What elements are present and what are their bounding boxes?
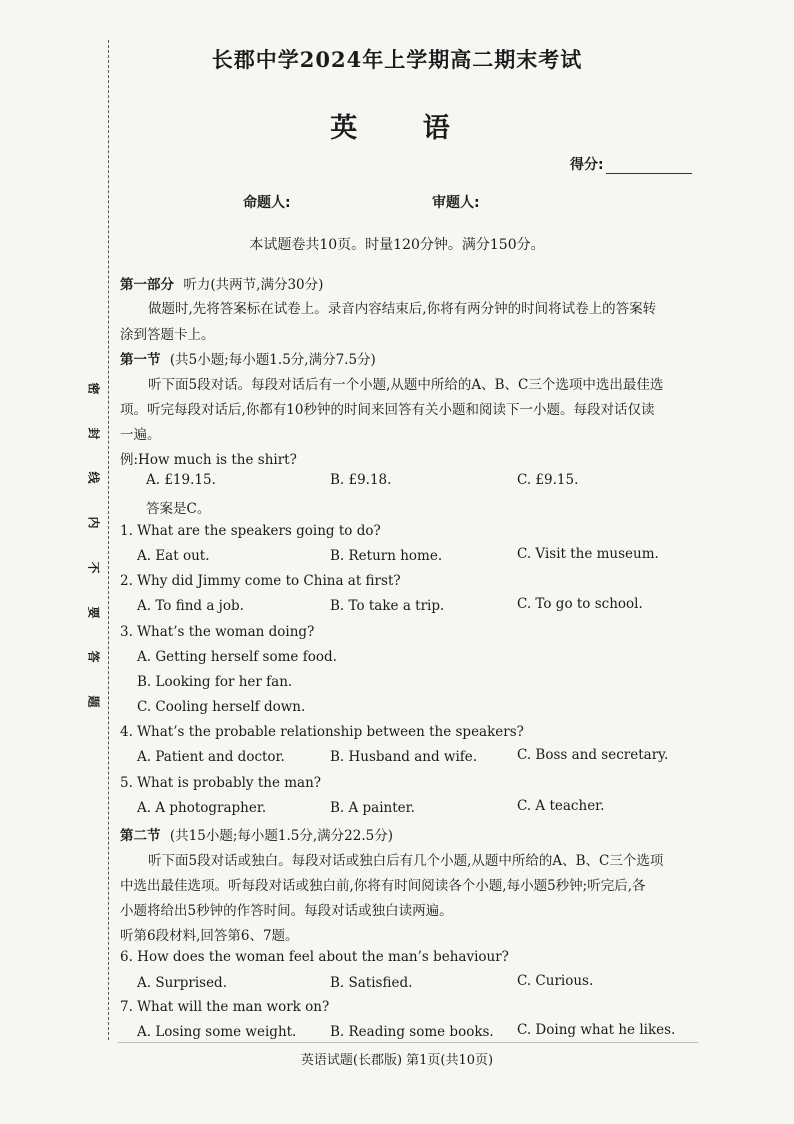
section1-title: 第一节 xyxy=(120,352,161,368)
q5-option-b: B. A painter. xyxy=(330,800,415,816)
q3-option-a: A. Getting herself some food. xyxy=(137,649,337,665)
example-option-a: A. £19.15. xyxy=(146,472,216,488)
section1-intro-line: 听下面5段对话。每段对话后有一个小题,从题中所给的A、B、C三个选项中选出最佳选 xyxy=(148,377,664,393)
q2-option-b: B. To take a trip. xyxy=(330,598,445,614)
q2-option-c: C. To go to school. xyxy=(517,596,643,612)
binding-char: 内 xyxy=(86,516,101,529)
q1-option-b: B. Return home. xyxy=(330,548,443,564)
subject-title: 英 语 xyxy=(330,113,478,144)
binding-char: 题 xyxy=(86,695,101,708)
proposer-label: 命题人: xyxy=(243,195,291,211)
q5-option-c: C. A teacher. xyxy=(517,798,605,814)
q7-option-a: A. Losing some weight. xyxy=(137,1024,297,1040)
q3-option-c: C. Cooling herself down. xyxy=(137,699,306,715)
material-6-note: 听第6段材料,回答第6、7题。 xyxy=(120,928,299,944)
binding-char: 密 xyxy=(86,382,101,395)
example-option-b: B. £9.18. xyxy=(330,472,392,488)
exam-title: 长郡中学2024年上学期高二期末考试 xyxy=(211,47,583,72)
binding-char: 封 xyxy=(86,427,101,440)
q6-option-c: C. Curious. xyxy=(517,973,594,989)
section1-heading xyxy=(120,348,376,368)
footer-divider xyxy=(118,1042,698,1043)
part1-title: 第一部分 xyxy=(120,277,174,293)
question-3: 3. What’s the woman doing? xyxy=(120,624,315,640)
binding-char: 不 xyxy=(86,561,101,574)
question-6: 6. How does the woman feel about the man’s behaviour? xyxy=(120,949,509,965)
section2-subtitle: (共15小题;每小题1.5分,满分22.5分) xyxy=(169,828,393,844)
binding-warning xyxy=(84,380,104,710)
section1-intro-line: 一遍。 xyxy=(120,427,161,443)
reviewer-label: 审题人: xyxy=(432,195,480,211)
question-2: 2. Why did Jimmy come to China at first? xyxy=(120,573,401,589)
example-answer: 答案是C。 xyxy=(146,501,211,517)
q1-option-c: C. Visit the museum. xyxy=(517,546,659,562)
score-blank[interactable] xyxy=(606,159,692,174)
q7-option-c: C. Doing what he likes. xyxy=(517,1022,676,1038)
question-4: 4. What’s the probable relationship between the speakers? xyxy=(120,724,524,740)
q1-option-a: A. Eat out. xyxy=(137,548,210,564)
q5-option-a: A. A photographer. xyxy=(137,800,267,816)
section2-intro-line: 中选出最佳选项。听每段对话或独白前,你将有时间阅读各个小题,每小题5秒钟;听完后,各 xyxy=(120,878,646,894)
q4-option-b: B. Husband and wife. xyxy=(330,749,478,765)
binding-char: 答 xyxy=(86,650,101,663)
page-footer: 英语试题(长郡版) 第1页(共10页) xyxy=(300,1053,494,1068)
section2-intro-line: 听下面5段对话或独白。每段对话或独白后有几个小题,从题中所给的A、B、C三个选项 xyxy=(148,853,664,869)
section2-title: 第二节 xyxy=(120,828,161,844)
q6-option-b: B. Satisfied. xyxy=(330,975,413,991)
q4-option-c: C. Boss and secretary. xyxy=(517,747,669,763)
score-field[interactable] xyxy=(570,154,692,174)
section1-intro-line: 项。听完每段对话后,你都有10秒钟的时间来回答有关小题和阅读下一小题。每段对话仅读 xyxy=(120,402,655,418)
binding-char: 线 xyxy=(86,471,101,484)
q4-option-a: A. Patient and doctor. xyxy=(137,749,285,765)
section1-subtitle: (共5小题;每小题1.5分,满分7.5分) xyxy=(169,352,376,368)
part1-intro-line: 做题时,先将答案标在试卷上。录音内容结束后,你将有两分钟的时间将试卷上的答案转 xyxy=(148,301,657,317)
question-5: 5. What is probably the man? xyxy=(120,775,322,791)
q2-option-a: A. To find a job. xyxy=(137,598,244,614)
example-option-c: C. £9.15. xyxy=(517,472,579,488)
part1-heading xyxy=(120,273,323,293)
binding-dashed-line xyxy=(108,40,109,1040)
question-7: 7. What will the man work on? xyxy=(120,999,330,1015)
q6-option-a: A. Surprised. xyxy=(137,975,227,991)
question-1: 1. What are the speakers going to do? xyxy=(120,523,381,539)
part1-intro-line: 涂到答题卡上。 xyxy=(120,327,215,343)
q3-option-b: B. Looking for her fan. xyxy=(137,674,293,690)
score-label: 得分: xyxy=(570,157,604,173)
section2-intro-line: 小题将给出5秒钟的作答时间。每段对话或独白读两遍。 xyxy=(120,903,453,919)
section2-heading xyxy=(120,824,393,844)
q7-option-b: B. Reading some books. xyxy=(330,1024,494,1040)
paper-info: 本试题卷共10页。时量120分钟。满分150分。 xyxy=(249,237,545,253)
binding-char: 要 xyxy=(86,606,101,619)
part1-subtitle: 听力(共两节,满分30分) xyxy=(183,277,324,293)
example-question: 例:How much is the shirt? xyxy=(120,452,297,468)
